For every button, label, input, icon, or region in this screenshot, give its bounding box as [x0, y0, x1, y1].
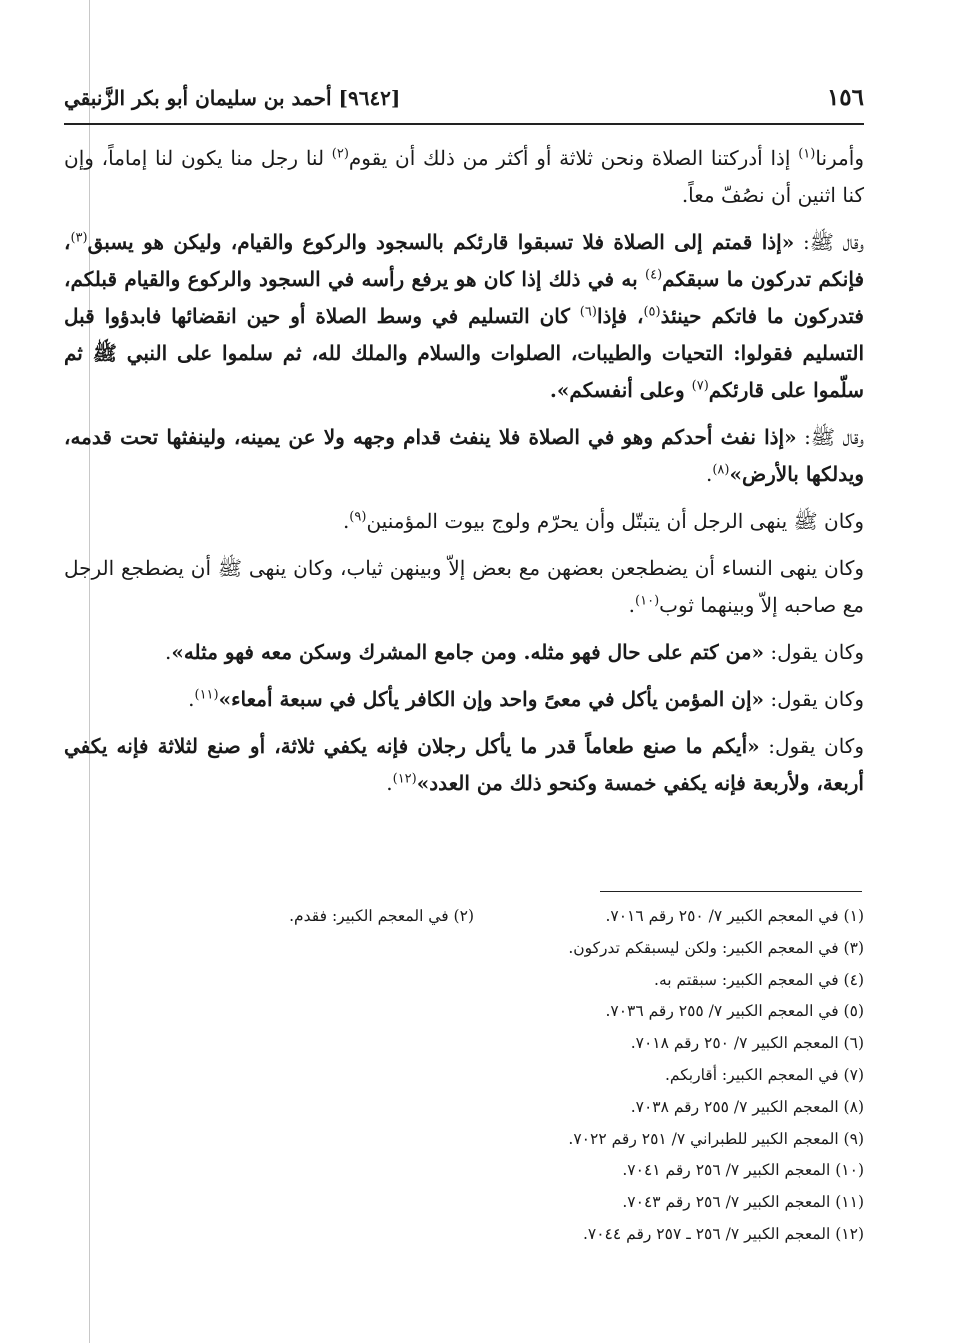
- footnote-ref[interactable]: (١): [798, 146, 816, 162]
- footnotes: [64, 901, 864, 1251]
- footnote-item: (٣) في المعجم الكبير: ولكن ليسبقكم تدركون.: [568, 938, 864, 957]
- page-header: [64, 82, 864, 118]
- footnote-ref[interactable]: (٥): [643, 304, 661, 320]
- paragraph-tail: .: [628, 593, 636, 617]
- paragraph: [64, 419, 864, 493]
- paragraph-lead: وكان يقول:: [759, 734, 864, 758]
- paragraph-lead: وقال ﷺ:: [794, 230, 864, 254]
- hadith-text: كان التسليم في وسط الصلاة أو حين انقضائها فابدؤوا قبل التسليم فقولوا: التحيات والطيبات، الصلوات والسلام والملك لله، ثم سلموا على النبي ﷺ ثم سلّموا على قارئكم: [64, 304, 864, 402]
- footnote-ref[interactable]: (٣): [70, 230, 88, 246]
- paragraph-text: وكان ينهى النساء أن يضطجعن بعضهن مع بعض إلاّ وبينهن ثياب، وكان ينهى ﷺ أن يضطجع الرجل مع صاحبه إلاّ وبينهما ثوب: [64, 556, 864, 617]
- footnote-item: (١٠) المعجم الكبير ٧/ ٢٥٦ رقم ٧٠٤١.: [622, 1161, 864, 1180]
- footnote-item: (٩) المعجم الكبير للطبراني ٧/ ٢٥١ رقم ٧٠٢٢.: [568, 1129, 864, 1148]
- page-number: ١٥٦: [826, 84, 864, 111]
- footnote-item: (٧) في المعجم الكبير: أقاربكم.: [664, 1065, 864, 1084]
- footnote-item: (١١) المعجم الكبير ٧/ ٢٥٦ رقم ٧٠٤٣.: [622, 1193, 864, 1212]
- footnote-item: (٢) في المعجم الكبير: فقدم.: [289, 907, 474, 925]
- paragraph: [64, 550, 864, 624]
- header-rule: [64, 123, 864, 125]
- footnote-ref[interactable]: (٦): [579, 304, 597, 320]
- hadith-text: «من كتم على حال فهو مثله. ومن جامع المشرك وسكن معه فهو مثله»: [171, 640, 765, 664]
- paragraph-text: إذا أدركتنا الصلاة ونحن ثلاثة أو أكثر من ذلك أن يقوم: [348, 146, 799, 170]
- footnote-ref[interactable]: (١٢): [392, 771, 417, 787]
- paragraph-text: لنا رجل منا يكون لنا إماماً، وإن كنا اثنين أن نصُفّ معاً.: [64, 146, 864, 207]
- footnote-row: [64, 901, 864, 933]
- footnote-item: (٥) في المعجم الكبير ٧/ ٢٥٥ رقم ٧٠٣٦.: [605, 1002, 864, 1021]
- paragraph-text: وأمرنا: [815, 146, 864, 170]
- paragraph: [64, 728, 864, 802]
- hadith-text: «إذا نفث أحدكم وهو في الصلاة فلا ينفث قدام وجهه ولا عن يمينه، ولينفثها تحت قدمه، ويدلكها بالأرض»: [64, 425, 864, 486]
- footnote-ref[interactable]: (٨): [712, 462, 730, 478]
- hadith-text: ، فإنكم تدركون ما سبقكم: [64, 230, 865, 291]
- paragraph-tail: .: [342, 509, 350, 533]
- paragraph: [64, 634, 864, 671]
- hadith-text: ، فإذا: [596, 304, 644, 328]
- paragraph-lead: وكان يقول:: [764, 687, 864, 711]
- paragraph: [64, 224, 864, 409]
- paragraph-tail: .: [188, 687, 195, 711]
- footnote-item: (٨) المعجم الكبير ٧/ ٢٥٥ رقم ٧٠٣٨.: [630, 1097, 864, 1116]
- hadith-text: «أيكم ما صنع طعاماً قدر ما يأكل رجلان فإنه يكفي ثلاثة، أو صنع لثلاثة فإنه يكفي أربعة، ولأربعة فإنه يكفي خمسة وكنحو ذلك من العدد»: [64, 734, 864, 795]
- paragraph-lead: وكان يقول:: [764, 640, 864, 664]
- footnote-item: (١) في المعجم الكبير ٧/ ٢٥٠ رقم ٧٠١٦.: [605, 907, 864, 925]
- footnote-ref[interactable]: (١١): [194, 687, 219, 703]
- paragraph: [64, 503, 864, 540]
- footnote-ref[interactable]: (٧): [691, 378, 709, 394]
- footnote-ref[interactable]: (١٠): [635, 593, 660, 609]
- main-text: [64, 140, 864, 812]
- hadith-text: «إن المؤمن يأكل في معىً واحد وإن الكافر يأكل في سبعة أمعاء»: [218, 687, 765, 711]
- paragraph-tail: .: [705, 462, 713, 486]
- paragraph: [64, 140, 864, 214]
- hadith-text: به في ذلك إذا كان هو يرفع رأسه في السجود والركوع والقيام قبلكم، فتدركون ما فاتكم حينئذ: [64, 267, 864, 328]
- hadith-text: وعلى أنفسكم».: [549, 378, 692, 402]
- footnote-ref[interactable]: (٤): [645, 267, 663, 283]
- footnote-item: (٦) المعجم الكبير ٧/ ٢٥٠ رقم ٧٠١٨.: [630, 1034, 864, 1053]
- hadith-text: «إذا قمتم إلى الصلاة فلا تسبقوا قارئكم بالسجود والركوع والقيام، وليكن هو يسبق: [87, 230, 795, 254]
- footnote-ref[interactable]: (٢): [331, 146, 349, 162]
- paragraph-tail: .: [164, 640, 172, 664]
- footnote-item: (٤) في المعجم الكبير: سبقتم به.: [654, 970, 864, 989]
- footnote-item: (١٢) المعجم الكبير ٧/ ٢٥٦ ـ ٢٥٧ رقم ٧٠٤٤.: [582, 1224, 864, 1243]
- paragraph-lead: وقال ﷺ:: [796, 425, 864, 449]
- paragraph: [64, 681, 864, 718]
- running-head: [٩٦٤٢] أحمد بن سليمان أبو بكر الزَّنبقي: [64, 86, 401, 110]
- footnote-ref[interactable]: (٩): [349, 509, 367, 525]
- paragraph-text: وكان ﷺ ينهى الرجل أن يتبتّل وأن يحرّم ولوج بيوت المؤمنين: [366, 509, 864, 533]
- paragraph-tail: .: [386, 771, 393, 795]
- footnote-rule: [600, 891, 862, 892]
